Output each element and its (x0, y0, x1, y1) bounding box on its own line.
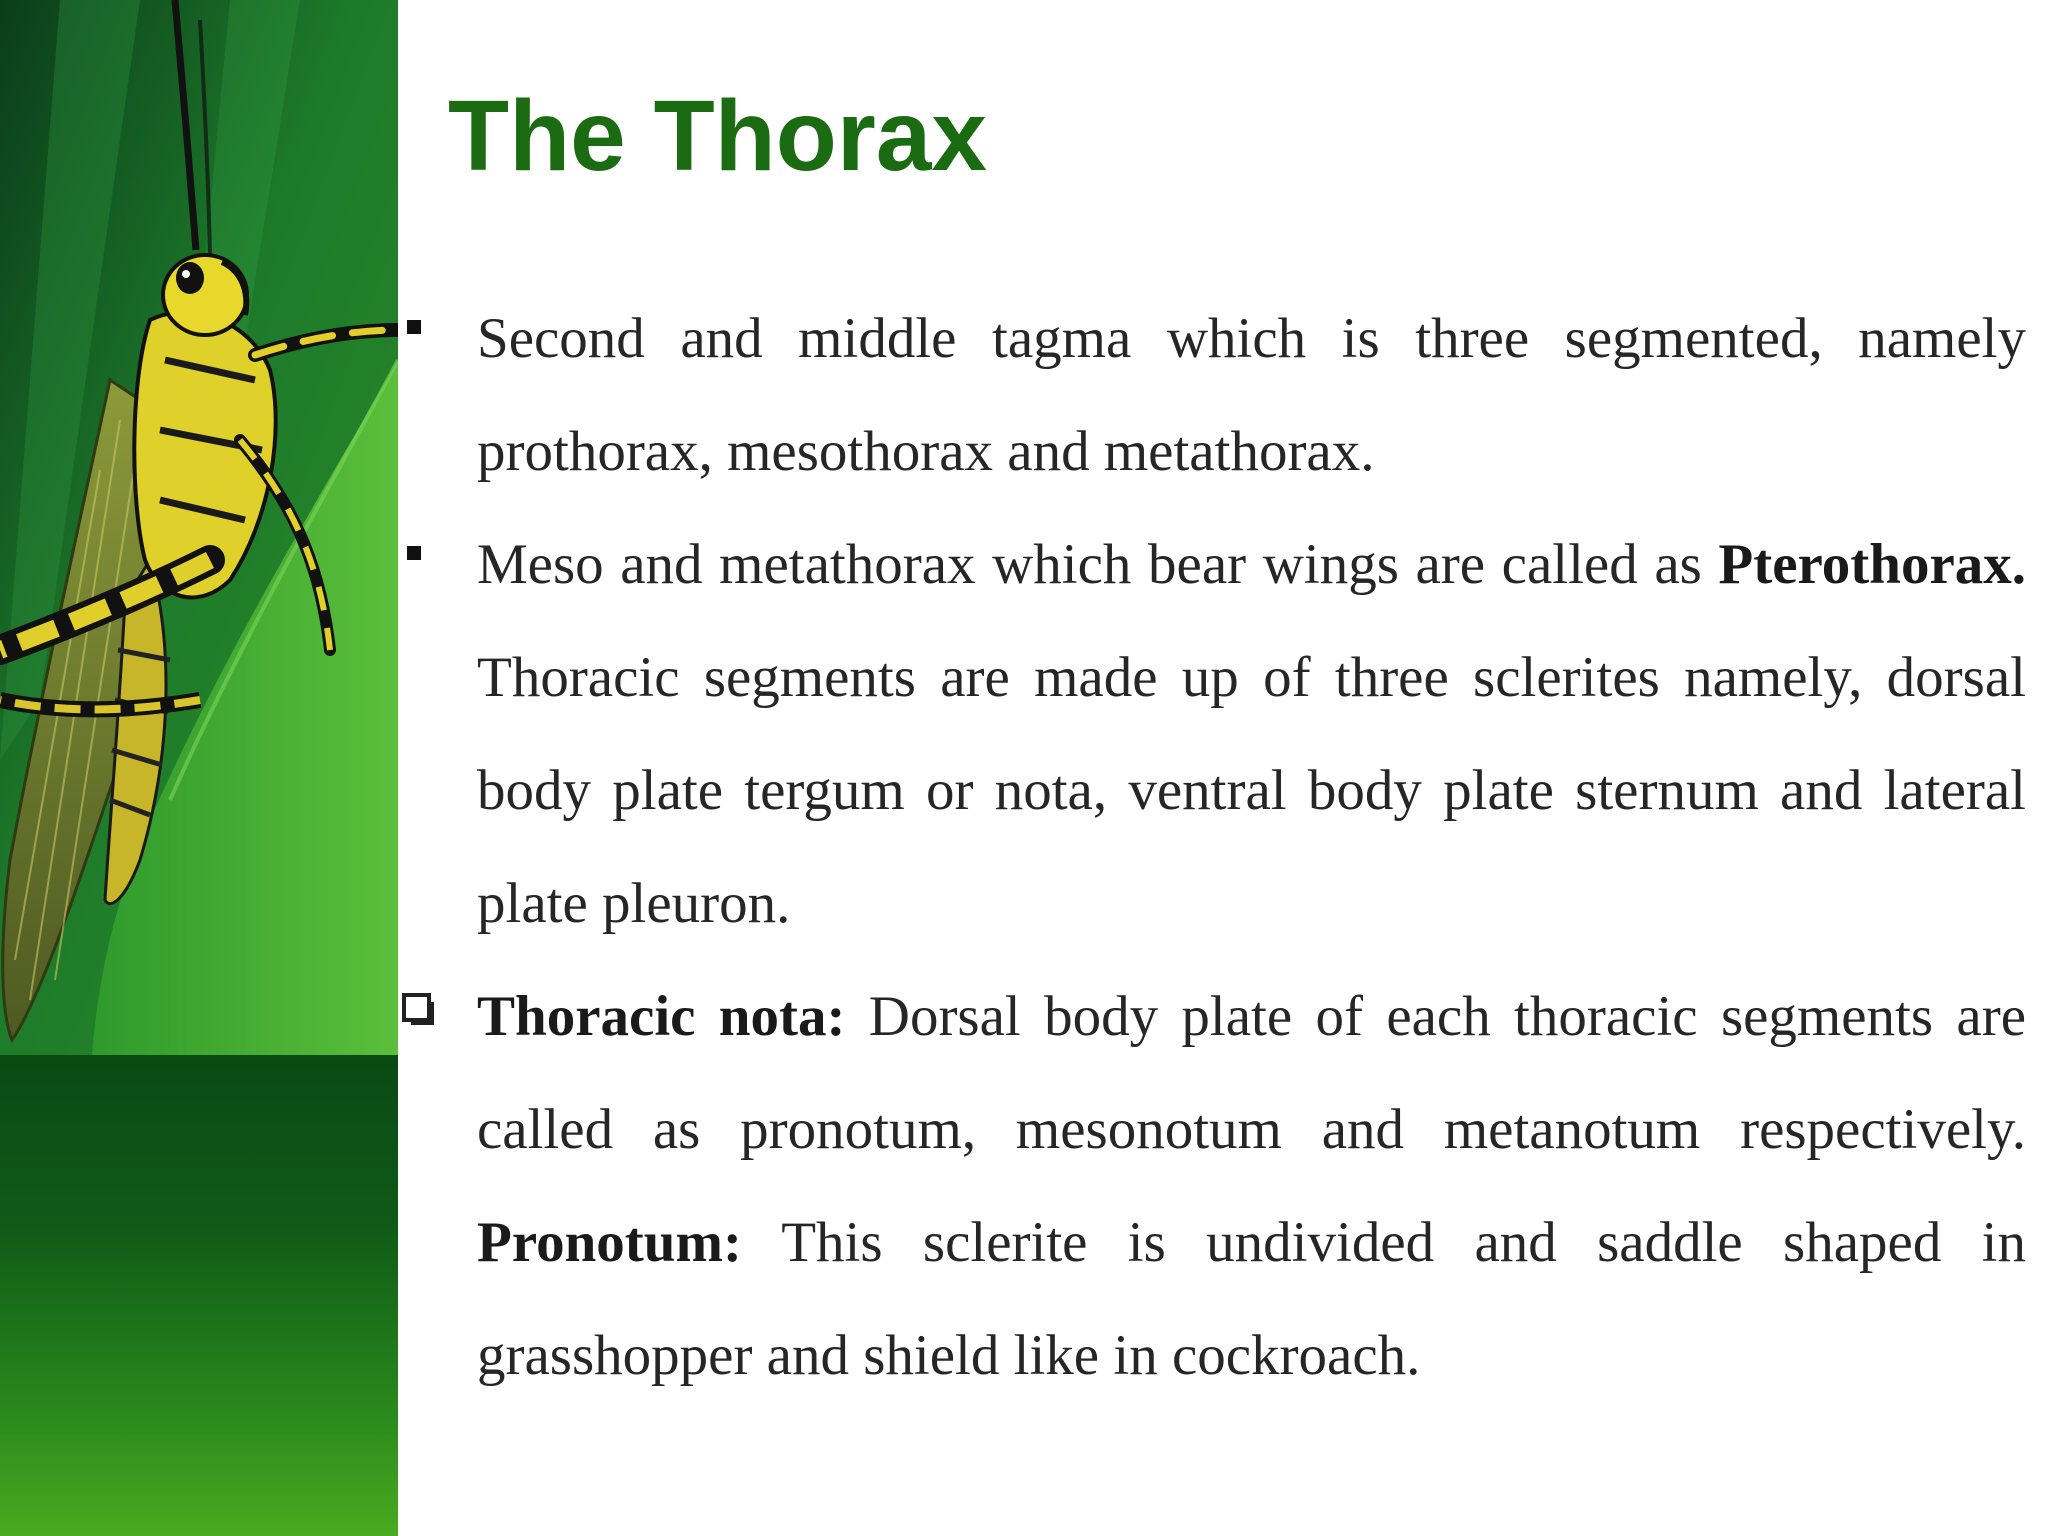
bullet-item (400, 508, 2026, 960)
slide-title: The Thorax (448, 80, 987, 192)
bold-term: Pronotum: (477, 1211, 742, 1274)
grasshopper-image (0, 0, 398, 1055)
bullet-text: Second and middle tagma which is three segmented, namely prothorax, mesothorax and metathorax. (477, 307, 2026, 483)
square-bullet-icon (407, 546, 421, 560)
bullet-text: This sclerite is undivided and saddle shaped in grasshopper and shield like in cockroach. (477, 1211, 2026, 1387)
square-bullet-icon (407, 320, 421, 334)
bullet-text: Dorsal body plate of each thoracic segments are called as pronotum, mesonotum and metanotum respectively. (477, 985, 2026, 1161)
bullet-text: Thoracic segments are made up of three sclerites namely, dorsal body plate tergum or nota, ventral body plate sternum and lateral plate pleuron. (477, 646, 2026, 935)
bullet-text: Meso and metathorax which bear wings are called as (477, 533, 1719, 596)
bullet-item (400, 960, 2026, 1412)
checkbox-bullet-icon (402, 993, 436, 1027)
slide-content (400, 282, 2026, 1412)
bold-term: Pterothorax. (1718, 533, 2026, 596)
bullet-item (400, 282, 2026, 508)
side-panel (0, 0, 398, 1536)
bold-term: Thoracic nota: (477, 985, 846, 1048)
side-gradient-block (0, 1055, 398, 1536)
